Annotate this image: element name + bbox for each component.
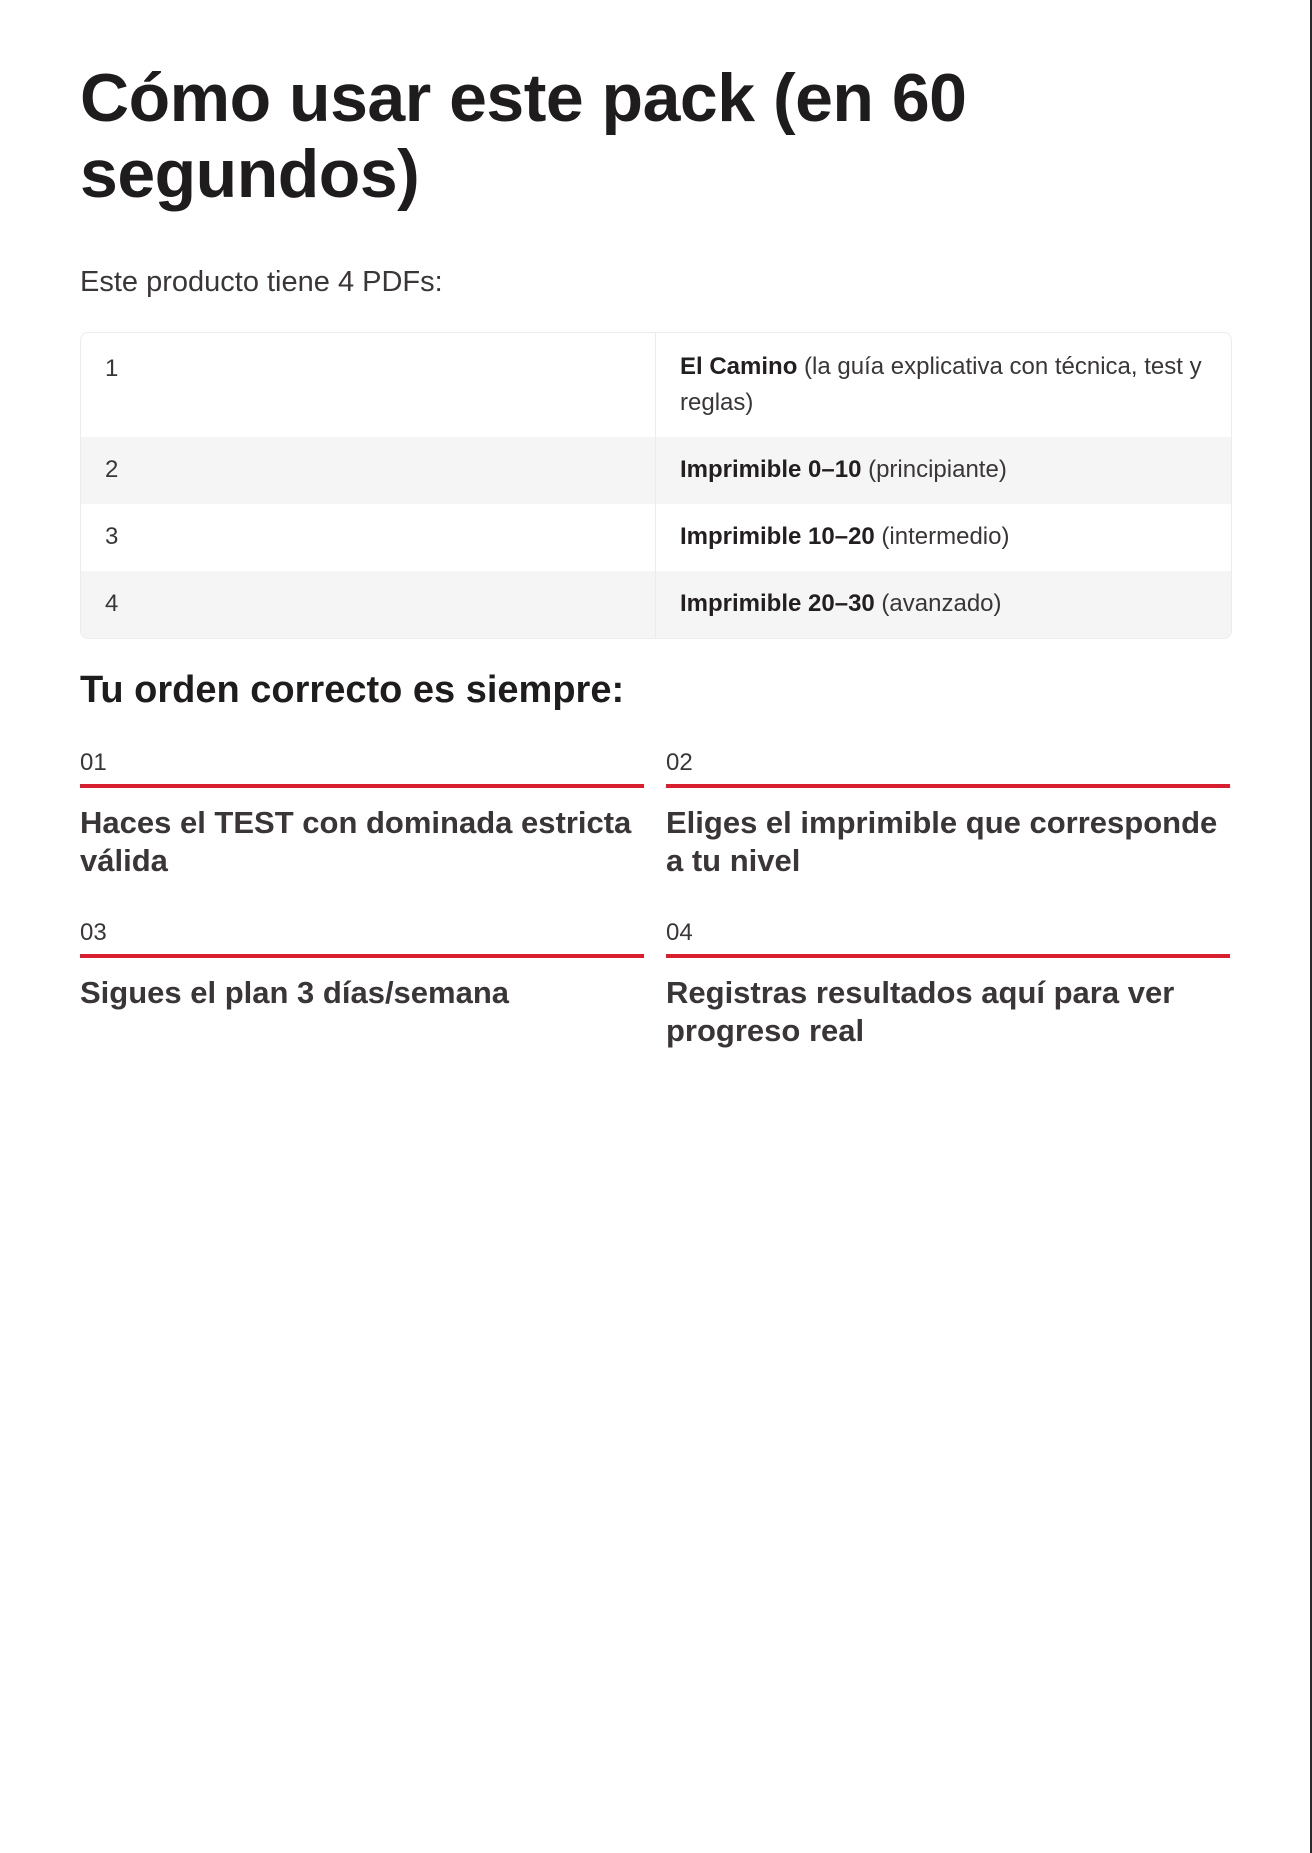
- pdf-number: 1: [81, 333, 656, 437]
- step-item: [666, 918, 1230, 1050]
- step-text: Registras resultados aquí para ver progreso real: [666, 975, 1175, 1048]
- step-number: 04: [666, 919, 693, 946]
- pdf-detail: (intermedio): [874, 523, 1010, 550]
- step-item: [80, 918, 644, 1012]
- step-number: 02: [666, 749, 693, 776]
- step-item: [80, 748, 644, 880]
- step-text: Sigues el plan 3 días/semana: [80, 975, 510, 1010]
- pdf-description: [656, 504, 1231, 571]
- step-divider: [80, 784, 644, 788]
- step-number: 03: [80, 919, 107, 946]
- intro-text: Este producto tiene 4 PDFs:: [80, 266, 443, 298]
- table-row: [81, 571, 1231, 638]
- table-row: [81, 437, 1231, 504]
- pdf-detail: (principiante): [861, 456, 1007, 483]
- table-row: [81, 504, 1231, 571]
- pdf-description: [656, 571, 1231, 638]
- pdf-description: [656, 333, 1231, 437]
- pdf-name: El Camino: [680, 353, 798, 380]
- step-number: 01: [80, 749, 107, 776]
- step-divider: [666, 954, 1230, 958]
- pdf-list-table: [80, 332, 1232, 639]
- table-row: [81, 333, 1231, 437]
- pdf-name: Imprimible 20–30: [680, 590, 875, 617]
- pdf-number: 4: [81, 571, 656, 638]
- pdf-name: Imprimible 10–20: [680, 523, 875, 550]
- pdf-name: Imprimible 0–10: [680, 456, 862, 483]
- pdf-detail: (la guía explicativa con técnica, test y reglas): [680, 353, 1202, 416]
- step-divider: [666, 784, 1230, 788]
- page-title: Cómo usar este pack (en 60 segundos): [80, 60, 967, 212]
- step-divider: [80, 954, 644, 958]
- pdf-number: 2: [81, 437, 656, 504]
- step-text: Eliges el imprimible que corresponde a tu nivel: [666, 805, 1218, 878]
- step-item: [666, 748, 1230, 880]
- step-text: Haces el TEST con dominada estricta válida: [80, 805, 632, 878]
- pdf-detail: (avanzado): [874, 590, 1002, 617]
- pdf-description: [656, 437, 1231, 504]
- pdf-number: 3: [81, 504, 656, 571]
- steps-heading: Tu orden correcto es siempre:: [80, 669, 625, 711]
